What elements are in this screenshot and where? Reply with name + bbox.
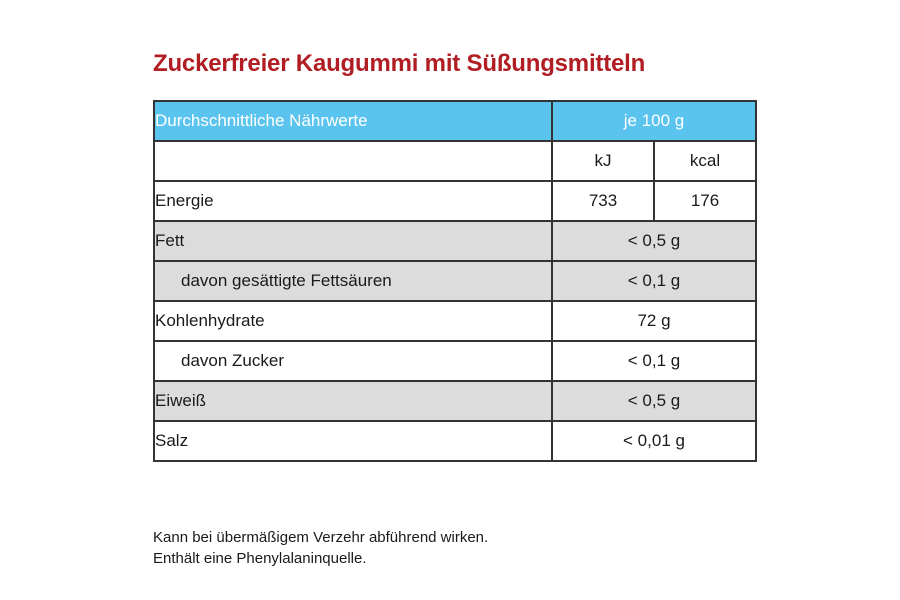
nutrition-table — [153, 100, 757, 462]
row-value: 72 g — [552, 301, 756, 341]
row-value: < 0,5 g — [552, 221, 756, 261]
unit-row — [154, 141, 756, 181]
table-row-fett — [154, 221, 756, 261]
footer-warning-phenylalanine: Enthält eine Phenylalaninquelle. — [153, 550, 367, 567]
footer-warning-laxative: Kann bei übermäßigem Verzehr abführend wirken. — [153, 529, 489, 546]
row-label: Eiweiß — [154, 381, 552, 421]
row-label: Fett — [154, 221, 552, 261]
unit-kj: kJ — [552, 141, 654, 181]
table-row-energie — [154, 181, 756, 221]
table-row-eiweiss — [154, 381, 756, 421]
header-per-100g: je 100 g — [552, 101, 756, 141]
row-label: davon Zucker — [154, 341, 552, 381]
row-value: < 0,5 g — [552, 381, 756, 421]
row-label: davon gesättigte Fettsäuren — [154, 261, 552, 301]
header-label: Durchschnittliche Nährwerte — [154, 101, 552, 141]
energie-kj-value: 733 — [552, 181, 654, 221]
footer-notes — [153, 527, 488, 569]
table-row-gesaettigte-fettsaeuren — [154, 261, 756, 301]
table-row-kohlenhydrate — [154, 301, 756, 341]
product-title: Zuckerfreier Kaugummi mit Süßungsmitteln — [153, 50, 646, 77]
row-label: Kohlenhydrate — [154, 301, 552, 341]
row-value: < 0,01 g — [552, 421, 756, 461]
row-label: Salz — [154, 421, 552, 461]
energie-kcal-value: 176 — [654, 181, 756, 221]
table-row-salz — [154, 421, 756, 461]
table-header-row — [154, 101, 756, 141]
unit-row-empty-cell — [154, 141, 552, 181]
row-value: < 0,1 g — [552, 341, 756, 381]
table-row-zucker — [154, 341, 756, 381]
row-value: < 0,1 g — [552, 261, 756, 301]
row-label: Energie — [154, 181, 552, 221]
unit-kcal: kcal — [654, 141, 756, 181]
